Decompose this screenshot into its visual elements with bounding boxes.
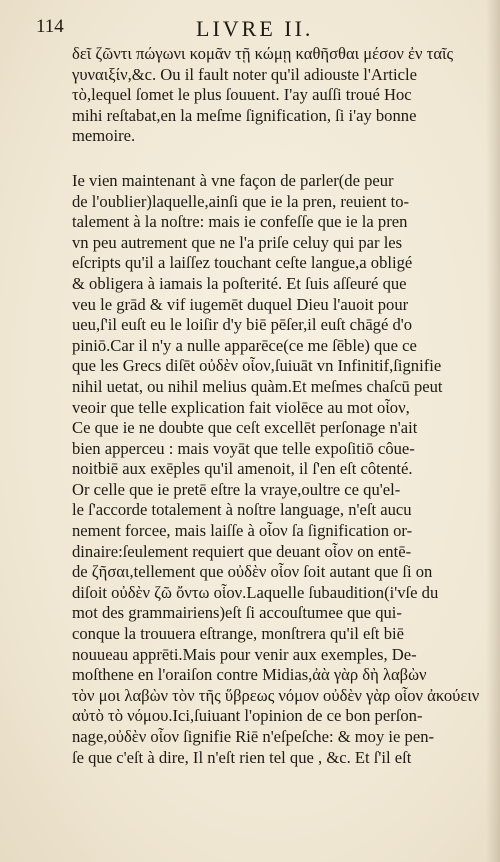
text-line: diſoit οὐδὲν ζῶ ὄντω οἷον.Laquelle ſubaudition(i'vſe du xyxy=(72,582,439,602)
text-line: noitbiē aux exēples qu'il amenoit, il ſ'en eſt côtenté. xyxy=(72,459,413,479)
running-head: LIVRE II. xyxy=(196,16,314,41)
text-line: de ζῆσαι,tellement que οὐδὲν οἷον ſoit autant que ſi on xyxy=(72,562,433,582)
text-line: le ſ'accorde totalement à noſtre language, n'eſt aucu xyxy=(72,500,412,520)
text-line: veu le grād & vif iugemēt duquel Dieu l'auoit pour xyxy=(72,294,409,314)
text-line: nement forcee, mais laiſſe à οἷον ſa ſignification or- xyxy=(72,521,413,541)
text-line: dinaire:ſeulement requiert que deuant οἷον on entē- xyxy=(72,541,412,561)
text-line: γυναιξίν,&c. Ou il fault noter qu'il adiouste l'Article xyxy=(72,64,417,84)
text-line: veoir que telle explication fait violēce au mot οἷον, xyxy=(72,397,410,417)
text-line: piniō.Car il n'y a nulle apparēce(ce me ſēble) que ce xyxy=(72,335,417,355)
text-line: δεῖ ζῶντι πώγωνι κομᾶν τῇ κώμῃ καθῆσθαι μέσον ἐν ταῖς xyxy=(72,44,454,63)
text-line: de l'oublier)laquelle,ainſi que ie la pren, reuient to- xyxy=(72,191,410,211)
text-line: conque la trouuera eſtrange, monſtrera qu'il eſt biē xyxy=(72,624,404,644)
text-line: Ce que ie ne doubte que ceſt excellēt perſonage n'ait xyxy=(72,418,418,438)
text-line: & obligera à iamais la poſterité. Et ſuis aſſeuré que xyxy=(72,273,407,293)
page-number: 114 xyxy=(36,16,64,37)
text-line: τὸ,lequel ſomet le plus ſouuent. I'ay auſſi troué Hoc xyxy=(72,85,412,105)
text-line: nihil uetat, ou nihil melius quàm.Et meſmes chaſcū peut xyxy=(72,376,443,396)
text-line: nouueau apprēti.Mais pour venir aux exemples, De- xyxy=(72,644,417,664)
text-line: αὐτὸ τὸ νόμου.Ici,ſuiuant l'opinion de ce bon perſon- xyxy=(72,706,423,726)
page-header xyxy=(36,16,476,42)
text-line: ſe que c'eſt à dire, Il n'eſt rien tel que , &c. Et ſ'il eſt xyxy=(72,747,412,767)
text-line: memoire. xyxy=(72,126,136,146)
text-line: mihi reſtabat,en la meſme ſignification, ſi i'ay bonne xyxy=(72,105,417,125)
text-line: vn peu autrement que ne l'a priſe celuy qui par les xyxy=(72,232,403,252)
text-line: que les Grecs diſēt οὐδὲν οἷον,ſuiuāt vn Infinitif,ſignifie xyxy=(72,356,442,376)
text-line: mot des grammairiens)eſt ſi accouſtumee que qui- xyxy=(72,603,402,623)
text-line: eſcripts qu'il a laiſſez touchant ceſte langue,a obligé xyxy=(72,253,413,273)
text-line: moſthene en l'oraiſon contre Midias,ἀὰ γὰρ δὴ λαβὼν xyxy=(72,665,427,685)
text-line: nage,οὐδὲν οἷον ſignifie Riē n'eſpeſche: & moy ie pen- xyxy=(72,727,435,746)
text-line: talement à la noſtre: mais ie confeſſe que ie la pren xyxy=(72,212,408,232)
text-line: Ie vien maintenant à vne façon de parler(de peur xyxy=(72,170,394,190)
text-body xyxy=(72,44,490,768)
paragraph-gap xyxy=(72,147,490,171)
text-line: τὸν μοι λαβὼν τὸν τῆς ὕβρεως νόμον οὐδὲν γὰρ οἷον ἀκούειν xyxy=(72,685,480,705)
text-line: Or celle que ie pretē eſtre la vraye,oultre ce qu'el- xyxy=(72,479,401,499)
text-line: ueu,ſ'il euſt eu le loiſir d'y biē pēſer,il euſt chāgé d'o xyxy=(72,315,413,335)
text-line: bien apperceu : mais voyāt que telle expoſitiō côue- xyxy=(72,438,415,458)
